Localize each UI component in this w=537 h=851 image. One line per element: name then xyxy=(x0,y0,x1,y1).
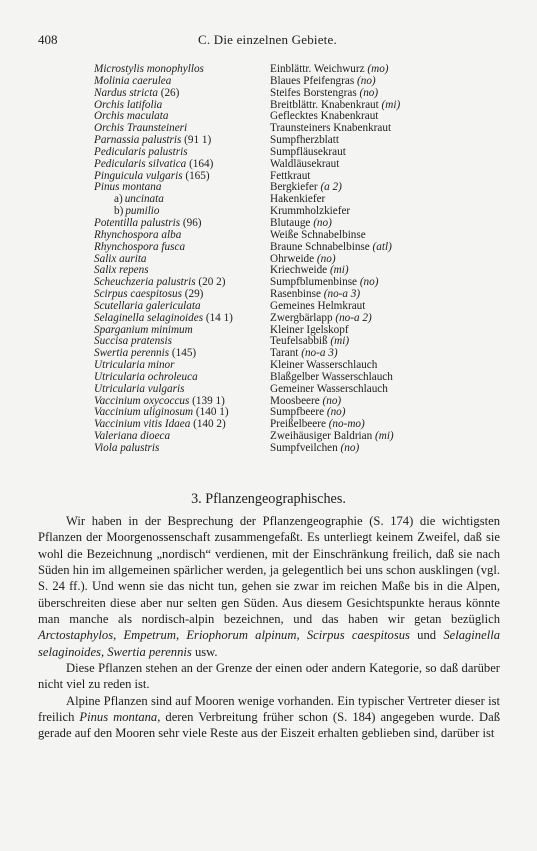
german-text: Teufelsabbiß xyxy=(270,335,328,348)
distribution-code: (no) xyxy=(326,406,346,419)
distribution-code: (no-mo) xyxy=(328,418,365,431)
paragraph-1-end: usw. xyxy=(191,644,218,659)
german-text: Sumpfveilchen xyxy=(270,442,338,454)
paragraph-1-species: Arctostaphylos, Empetrum, Eriophorum alpinum, Scirpus caespitosus xyxy=(38,628,410,643)
distribution-code: (no) xyxy=(340,442,360,454)
german-text: Ohrweide xyxy=(270,252,315,265)
paragraph-1-conj: und xyxy=(409,628,444,643)
german-text: Rasenbinse xyxy=(270,288,321,301)
latin-text: Parnassia palustris xyxy=(94,134,182,147)
variety-letter: a) xyxy=(114,193,123,206)
german-text: Hakenkiefer xyxy=(270,193,326,206)
distribution-code: (no) xyxy=(316,252,336,265)
latin-text: Salix repens xyxy=(94,264,149,277)
german-text: Braune Schnabelbinse xyxy=(270,240,370,253)
section-title: 3. Pflanzengeographisches. xyxy=(191,491,346,507)
distribution-code: (no) xyxy=(322,394,342,407)
distribution-code: (no-a 2) xyxy=(335,311,372,324)
german-text: Sumpfbeere xyxy=(270,406,325,419)
german-text: Krummholzkiefer xyxy=(270,205,351,218)
latin-text: Pinus montana xyxy=(94,181,162,194)
paragraph-1-text: Wir haben in der Besprechung der Pflanzengeographie (S. 174) die wichtigsten Pflanzen der Moorgenossenschaft zusammengefaßt. Es unterliegt keinem Zweifel, daß sie wohl die Bezeichnung „nordisch“ verdienen, mit der Einschränkung freilich, daß sie nach Süden hin im allgemeinen spärlicher werden, ja gelegentlich bei uns schon ausklingen (vgl. S. 24 ff.). Und wenn sie das nicht tun, gehen sie zwar im reichen Maße bis in die Alpen, überschreiten diese aber nur selten gen Süden. Aus diesem Gesichtspunkte heraus könnte man manche als nordisch-alpin bezeichnen, und das haben wir getan bezüglich xyxy=(38,514,500,627)
latin-text: Vaccinium oxycoccus xyxy=(94,394,190,407)
german-text: Kleiner Wasserschlauch xyxy=(270,359,378,372)
paragraph-1 xyxy=(38,513,500,660)
german-text: Sumpfherzblatt xyxy=(270,134,339,147)
latin-text: Selaginella selaginoides xyxy=(94,311,204,324)
latin-text: Orchis Traunsteineri xyxy=(94,122,188,135)
paragraph-3-species: Pinus montana, xyxy=(79,710,161,725)
latin-text: Rhynchospora alba xyxy=(94,228,182,241)
german-text: Weiße Schnabelbinse xyxy=(270,228,366,241)
running-head: C. Die einzelnen Gebiete. xyxy=(198,32,337,47)
figure-ref: (140 1) xyxy=(195,406,229,419)
paragraph-3 xyxy=(38,693,500,742)
latin-text: Succisa pratensis xyxy=(94,335,172,348)
distribution-code: (no) xyxy=(313,216,332,229)
distribution-code: (atl) xyxy=(372,240,392,253)
german-text: Zwergbärlapp xyxy=(270,311,333,324)
distribution-code: (mi) xyxy=(329,264,349,277)
figure-ref: (140 2) xyxy=(193,418,226,431)
german-text: Moosbeere xyxy=(270,394,320,407)
german-text: Gemeines Helmkraut xyxy=(270,299,366,312)
german-name xyxy=(270,443,359,455)
figure-ref: (96) xyxy=(182,216,202,229)
german-text: Sumpfblumenbinse xyxy=(270,276,358,289)
latin-text: Valeriana dioeca xyxy=(94,430,171,443)
distribution-code: (no) xyxy=(359,276,379,289)
latin-text: Molinia caerulea xyxy=(94,74,172,87)
german-text: Einblättr. Weichwurz xyxy=(270,63,365,75)
page-header xyxy=(38,32,498,50)
page-number: 408 xyxy=(38,32,58,47)
german-text: Kleiner Igelskopf xyxy=(270,323,349,336)
distribution-code: (a 2) xyxy=(320,181,342,194)
figure-ref: (29) xyxy=(184,288,204,301)
latin-text: Sparganium minimum xyxy=(94,323,193,336)
german-text: Blaues Pfeifengras xyxy=(270,74,355,87)
distribution-code: (no-a 3) xyxy=(323,288,361,301)
latin-text: Utricularia ochroleuca xyxy=(94,370,198,383)
latin-text: Scirpus caespitosus xyxy=(94,288,182,301)
figure-ref: (165) xyxy=(185,169,210,182)
latin-text: Microstylis monophyllos xyxy=(94,63,204,75)
distribution-code: (no) xyxy=(357,74,376,87)
german-text: Kriechweide xyxy=(270,264,328,277)
latin-text: Orchis latifolia xyxy=(94,98,163,111)
latin-text: Pinguicula vulgaris xyxy=(94,169,183,182)
figure-ref: (145) xyxy=(171,347,197,360)
german-text: Bergkiefer xyxy=(270,181,318,194)
body-text xyxy=(38,513,500,742)
latin-text: Vaccinium uliginosum xyxy=(94,406,194,419)
paragraph-3-end: deren Verbreitung früher schon (S. 184) angegeben wurde. Daß gerade auf den Mooren sehr viele Reste aus der Eiszeit erhalten geblieben sind, darüber ist xyxy=(38,710,500,741)
latin-text: Pedicularis palustris xyxy=(94,145,188,158)
german-text: Preißelbeere xyxy=(270,418,326,431)
german-text: Steifes Borstengras xyxy=(270,86,357,99)
german-text: Fettkraut xyxy=(270,169,311,182)
latin-text: uncinata xyxy=(124,193,164,206)
latin-text: Utricularia minor xyxy=(94,359,175,372)
latin-name xyxy=(94,443,159,455)
latin-text: Scheuchzeria palustris xyxy=(94,276,196,289)
german-text: Sumpfläusekraut xyxy=(270,145,346,158)
figure-ref: (26) xyxy=(160,86,180,99)
distribution-code: (no-a 3) xyxy=(301,347,338,360)
german-text: Zweihäusiger Baldrian xyxy=(270,430,373,443)
latin-text: Swertia perennis xyxy=(94,347,170,360)
latin-text: Potentilla palustris xyxy=(94,216,181,229)
variety-letter: b) xyxy=(114,205,124,218)
latin-text: Nardus stricta xyxy=(94,86,158,99)
latin-text: Vaccinium vitis Idaea xyxy=(94,418,191,431)
species-table xyxy=(84,64,514,455)
distribution-code: (mi) xyxy=(330,335,350,348)
distribution-code: (mo) xyxy=(367,63,389,75)
distribution-code: (no) xyxy=(359,86,379,99)
german-text: Traunsteiners Knabenkraut xyxy=(270,122,392,135)
paragraph-1-species-2: Selaginella selaginoides, Swertia perennis xyxy=(38,628,500,659)
german-text: Geflecktes Knabenkraut xyxy=(270,110,379,123)
figure-ref: (91 1) xyxy=(184,134,212,147)
latin-text: Viola palustris xyxy=(94,442,160,454)
figure-ref: (164) xyxy=(189,157,214,170)
german-text: Tarant xyxy=(270,347,299,360)
figure-ref: (14 1) xyxy=(205,311,233,324)
latin-text: pumilio xyxy=(125,205,160,218)
species-row xyxy=(84,443,514,455)
latin-text: Pedicularis silvatica xyxy=(94,157,187,170)
paragraph-3-text: Alpine Pflanzen sind auf Mooren wenige vorhanden. Ein typischer Vertreter dieser ist freilich xyxy=(38,693,500,725)
german-text: Blutauge xyxy=(270,216,311,229)
latin-text: Orchis maculata xyxy=(94,110,169,123)
paragraph-2: Diese Pflanzen stehen an der Grenze der einen oder andern Kategorie, so daß darüber nicht viel zu reden ist. xyxy=(38,661,500,692)
latin-text: Scutellaria galericulata xyxy=(94,299,201,312)
figure-ref: (20 2) xyxy=(198,276,226,289)
distribution-code: (mi) xyxy=(375,430,394,443)
figure-ref: (139 1) xyxy=(192,394,225,407)
latin-text: Utricularia vulgaris xyxy=(94,382,185,395)
german-text: Waldläusekraut xyxy=(270,157,340,170)
latin-text: Salix aurita xyxy=(94,252,147,265)
german-text: Breitblättr. Knabenkraut xyxy=(270,98,379,111)
latin-text: Rhynchospora fusca xyxy=(94,240,186,253)
german-text: Gemeiner Wasserschlauch xyxy=(270,382,388,395)
distribution-code: (mi) xyxy=(381,98,401,111)
german-text: Blaßgelber Wasserschlauch xyxy=(270,370,393,383)
